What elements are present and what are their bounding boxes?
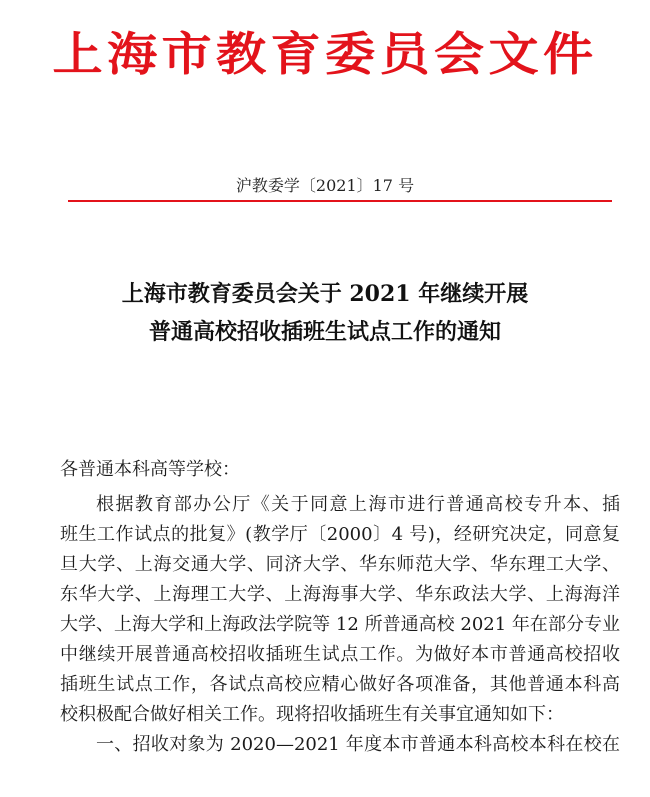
body-line-4: 东华大学、上海理工大学、上海海事大学、华东政法大学、上海海洋: [60, 584, 620, 605]
body-line-3: 旦大学、上海交通大学、同济大学、华东师范大学、华东理工大学、: [60, 554, 620, 575]
body-line-6: 中继续开展普通高校招收插班生试点工作。为做好本市普通高校招收: [60, 644, 620, 665]
body-line-2: 班生工作试点的批复》(教学厅〔2000〕4 号)，经研究决定，同意复: [60, 524, 620, 545]
body-line-9: 一、招收对象为 2020—2021 年度本市普通本科高校本科在校在: [96, 734, 620, 755]
body-line-5: 大学、上海大学和上海政法学院等 12 所普通高校 2021 年在部分专业: [60, 614, 620, 635]
document-number: 沪教委学〔2021〕17 号: [235, 176, 415, 195]
salutation: 各普通本科高等学校：: [60, 459, 240, 480]
issuer-header-title: 上海市教育委员会文件: [52, 27, 598, 81]
body-text: [60, 490, 620, 760]
body-line-7: 插班生试点工作，各试点高校应精心做好各项准备，其他普通本科高: [60, 674, 620, 695]
body-line-1: 根据教育部办公厅《关于同意上海市进行普通高校专升本、插: [96, 494, 620, 515]
red-divider-line: [68, 200, 612, 202]
notice-title-line-1: 上海市教育委员会关于 2021 年继续开展: [121, 281, 529, 307]
notice-title: [0, 275, 650, 351]
notice-title-line-2: 普通高校招收插班生试点工作的通知: [148, 319, 501, 345]
body-line-8: 校积极配合做好相关工作。现将招收插班生有关事宜通知如下：: [60, 704, 564, 725]
